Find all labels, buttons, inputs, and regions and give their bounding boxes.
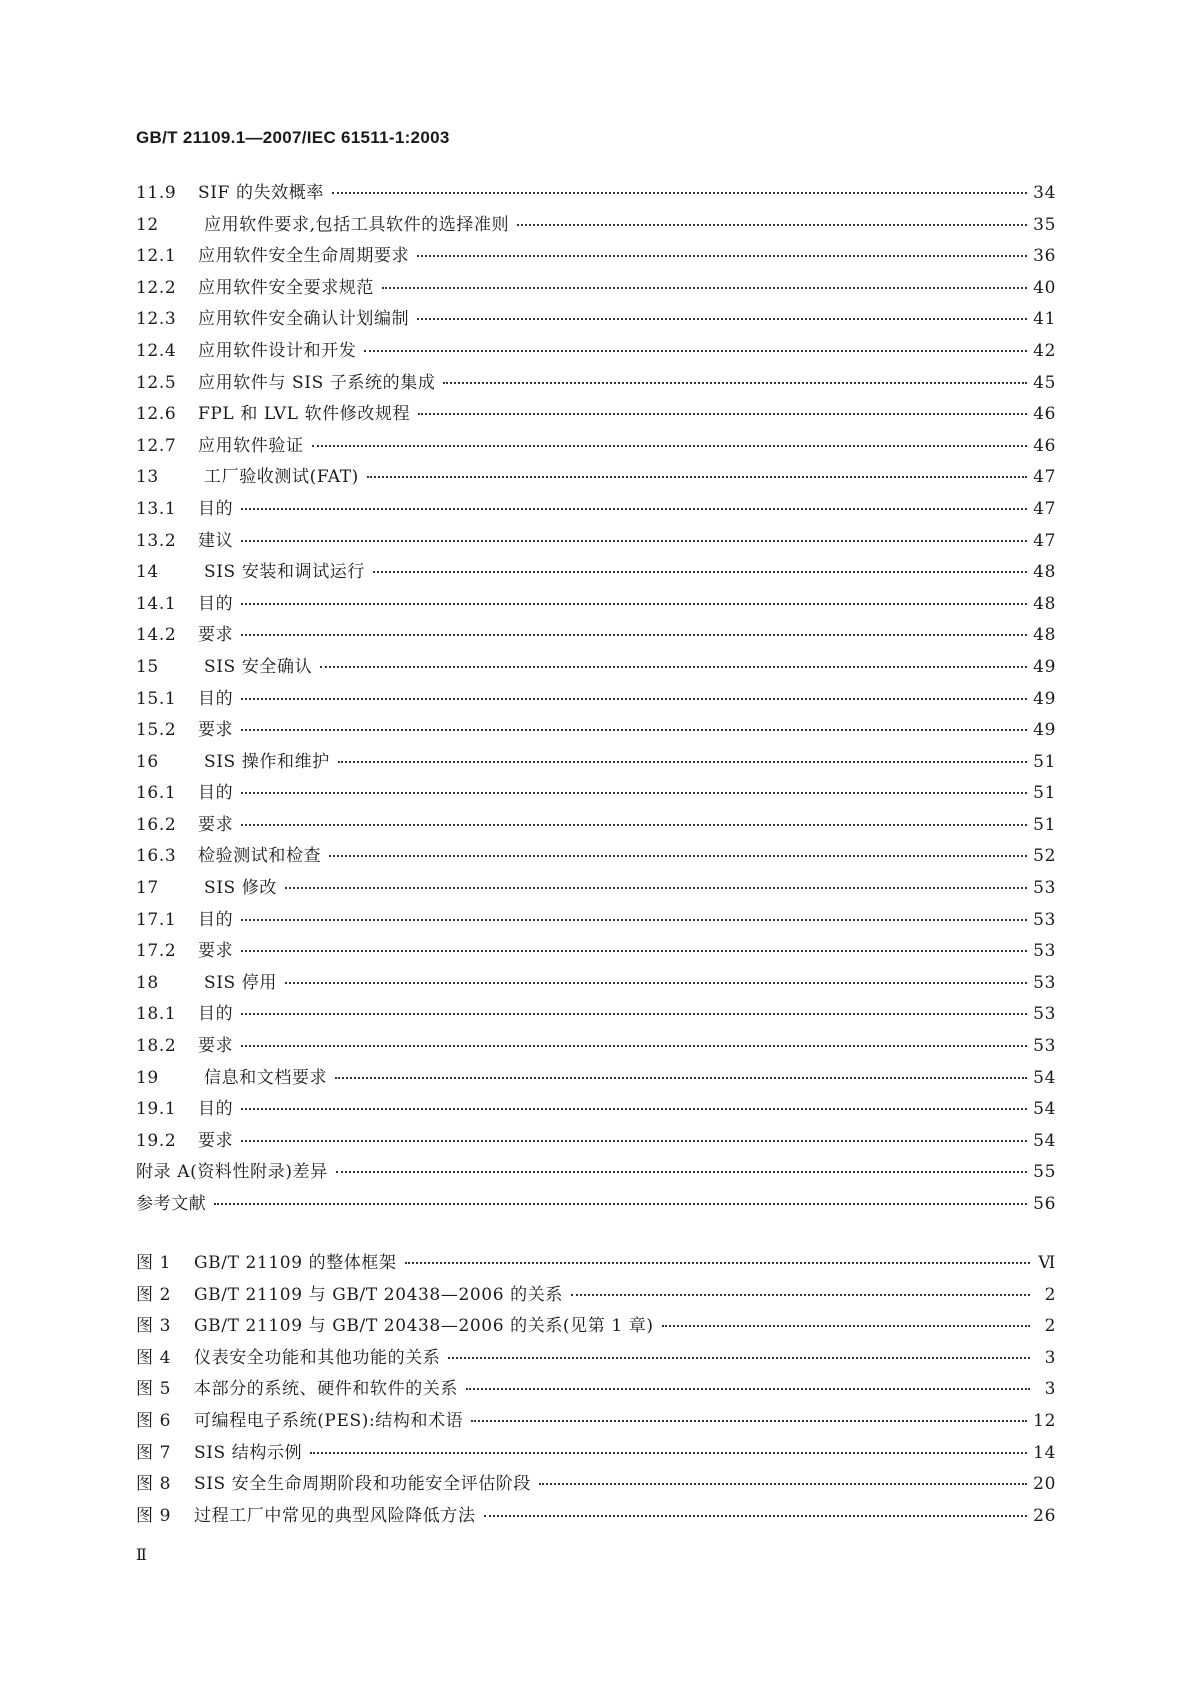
toc-entry <box>136 368 1056 400</box>
dot-leader <box>241 540 1027 542</box>
toc-title: 目的 <box>198 909 234 930</box>
toc-title: 应用软件验证 <box>198 435 304 456</box>
dot-leader <box>517 224 1027 226</box>
toc-number: 16.2 <box>136 814 177 835</box>
dot-leader <box>241 792 1027 794</box>
toc-title: 目的 <box>198 1004 234 1025</box>
toc-entry <box>136 620 1056 652</box>
page-ref: 45 <box>1033 372 1056 393</box>
toc-title: 建议 <box>198 530 234 551</box>
toc-title: 要求 <box>198 1036 234 1057</box>
toc-entry <box>136 778 1056 810</box>
toc-number: 15 <box>136 656 159 677</box>
figure-entry <box>136 1469 1056 1501</box>
page-ref: 35 <box>1033 214 1056 235</box>
dot-leader <box>405 1262 1030 1264</box>
toc-entry <box>136 1189 1056 1221</box>
page-number: Ⅱ <box>136 1545 147 1564</box>
toc-entry <box>136 241 1056 273</box>
toc-title: 要求 <box>198 720 234 741</box>
toc-entry <box>136 1157 1056 1189</box>
toc-number: 18.2 <box>136 1036 177 1057</box>
dot-leader <box>241 1013 1027 1015</box>
page-ref: 51 <box>1033 814 1056 835</box>
figure-number: 图 6 <box>136 1410 172 1431</box>
dot-leader <box>466 1388 1030 1390</box>
page-ref: 49 <box>1033 656 1056 677</box>
toc-number: 19 <box>136 1067 159 1088</box>
dot-leader <box>241 508 1027 510</box>
figure-title: SIS 结构示例 <box>194 1442 303 1463</box>
toc-title: 附录 A(资料性附录)差异 <box>136 1162 328 1183</box>
dot-leader <box>241 1108 1027 1110</box>
toc-title: 应用软件安全要求规范 <box>198 277 374 298</box>
figure-entry <box>136 1343 1056 1375</box>
toc-title: SIS 安全确认 <box>204 656 313 677</box>
toc-title: 目的 <box>198 1099 234 1120</box>
toc-title: 目的 <box>198 688 234 709</box>
toc-title: SIS 修改 <box>204 878 278 899</box>
toc-number: 12 <box>136 214 159 235</box>
toc-number: 18 <box>136 972 159 993</box>
toc-entry <box>136 178 1056 210</box>
toc-title: 检验测试和检查 <box>198 846 322 867</box>
toc-entry <box>136 1063 1056 1095</box>
dot-leader <box>417 318 1027 320</box>
page-ref: 40 <box>1033 277 1056 298</box>
toc-title: 要求 <box>198 1130 234 1151</box>
toc-number: 16 <box>136 751 159 772</box>
dot-leader <box>285 887 1027 889</box>
toc-entry <box>136 210 1056 242</box>
page-ref: 47 <box>1033 530 1056 551</box>
figure-number: 图 4 <box>136 1347 172 1368</box>
toc-number: 14 <box>136 562 159 583</box>
figure-number: 图 5 <box>136 1379 172 1400</box>
toc-title: SIS 停用 <box>204 972 278 993</box>
page-ref: 49 <box>1033 688 1056 709</box>
toc-entry <box>136 431 1056 463</box>
toc-title: SIF 的失效概率 <box>198 183 324 203</box>
dot-leader <box>418 413 1027 415</box>
figure-entry <box>136 1248 1056 1280</box>
toc-number: 13.2 <box>136 530 177 551</box>
dot-leader <box>241 634 1027 636</box>
dot-leader <box>320 666 1027 668</box>
toc-entry <box>136 526 1056 558</box>
page-ref: 53 <box>1033 1004 1056 1025</box>
toc-number: 12.2 <box>136 277 177 298</box>
toc-title: 要求 <box>198 941 234 962</box>
toc-title: SIS 安装和调试运行 <box>204 562 366 583</box>
toc-entry <box>136 968 1056 1000</box>
toc-title: 要求 <box>198 814 234 835</box>
dot-leader <box>448 1357 1030 1359</box>
toc-number: 18.1 <box>136 1004 177 1025</box>
dot-leader <box>443 382 1027 384</box>
toc-title: FPL 和 LVL 软件修改规程 <box>198 404 411 425</box>
toc-number: 13.1 <box>136 498 177 519</box>
dot-leader <box>241 603 1027 605</box>
toc-title: 应用软件安全生命周期要求 <box>198 246 410 267</box>
toc-number: 15.2 <box>136 720 177 741</box>
figure-title: 过程工厂中常见的典型风险降低方法 <box>194 1505 476 1526</box>
page-ref: 3 <box>1044 1347 1056 1368</box>
toc-entry <box>136 684 1056 716</box>
toc-title: 目的 <box>198 498 234 519</box>
toc-number: 12.5 <box>136 372 177 393</box>
toc-number: 11.9 <box>136 183 177 203</box>
page-ref: 46 <box>1033 435 1056 456</box>
dot-leader <box>364 350 1027 352</box>
page-ref: 12 <box>1033 1410 1056 1431</box>
dot-leader <box>417 255 1027 257</box>
toc-entry <box>136 747 1056 779</box>
toc-number: 17 <box>136 878 159 899</box>
toc-title: 应用软件安全确认计划编制 <box>198 309 410 330</box>
toc-number: 19.2 <box>136 1130 177 1151</box>
page-ref: 53 <box>1033 941 1056 962</box>
page-ref: 53 <box>1033 1036 1056 1057</box>
page-ref: 36 <box>1033 246 1056 267</box>
page-ref: 46 <box>1033 404 1056 425</box>
figure-entry <box>136 1501 1056 1533</box>
figure-entry <box>136 1406 1056 1438</box>
toc-title: 目的 <box>198 783 234 804</box>
page-ref: 48 <box>1033 625 1056 646</box>
page-ref: 20 <box>1033 1474 1056 1495</box>
toc-number: 12.4 <box>136 340 177 361</box>
dot-leader <box>329 855 1027 857</box>
figure-entry <box>136 1374 1056 1406</box>
toc-title: 工厂验收测试(FAT) <box>204 467 359 488</box>
page-ref: 26 <box>1033 1505 1056 1526</box>
page-ref: 2 <box>1044 1316 1056 1337</box>
page-ref: 54 <box>1033 1099 1056 1120</box>
toc-entry <box>136 336 1056 368</box>
toc-entry <box>136 810 1056 842</box>
dot-leader <box>382 287 1027 289</box>
page-ref: 51 <box>1033 751 1056 772</box>
dot-leader <box>241 1045 1027 1047</box>
toc-title: 参考文献 <box>136 1194 207 1214</box>
dot-leader <box>373 571 1027 573</box>
dot-leader <box>336 1171 1027 1173</box>
toc-number: 14.1 <box>136 593 177 614</box>
page-ref: 55 <box>1033 1162 1056 1183</box>
toc-entry <box>136 494 1056 526</box>
toc-number: 12.1 <box>136 246 177 267</box>
toc-entry <box>136 1094 1056 1126</box>
toc-title: 目的 <box>198 593 234 614</box>
dot-leader <box>332 192 1027 194</box>
toc-entry <box>136 715 1056 747</box>
figure-number: 图 8 <box>136 1474 172 1495</box>
page-ref: 3 <box>1044 1379 1056 1400</box>
figure-title: 仪表安全功能和其他功能的关系 <box>194 1347 441 1368</box>
figure-title: GB/T 21109 与 GB/T 20438—2006 的关系 <box>194 1284 563 1305</box>
dot-leader <box>662 1325 1030 1327</box>
toc-entry <box>136 936 1056 968</box>
figure-entry <box>136 1438 1056 1470</box>
dot-leader <box>571 1294 1030 1296</box>
page-ref: Ⅵ <box>1038 1253 1056 1273</box>
toc-number: 12.7 <box>136 435 177 456</box>
toc-number: 15.1 <box>136 688 177 709</box>
toc-entry <box>136 841 1056 873</box>
dot-leader <box>367 476 1027 478</box>
page-ref: 34 <box>1033 183 1056 203</box>
page-ref: 53 <box>1033 878 1056 899</box>
standard-header: GB/T 21109.1—2007/IEC 61511-1:2003 <box>136 128 450 147</box>
page-ref: 42 <box>1033 340 1056 361</box>
dot-leader <box>241 698 1027 700</box>
figure-entry <box>136 1280 1056 1312</box>
figure-title: 可编程电子系统(PES):结构和术语 <box>194 1410 464 1431</box>
toc-title: SIS 操作和维护 <box>204 751 330 772</box>
toc-title: 要求 <box>198 625 234 646</box>
toc-title: 应用软件设计和开发 <box>198 340 357 361</box>
toc-number: 17.2 <box>136 941 177 962</box>
page-ref: 48 <box>1033 593 1056 614</box>
toc-entry <box>136 304 1056 336</box>
toc-entry <box>136 399 1056 431</box>
dot-leader <box>310 1452 1027 1454</box>
dot-leader <box>285 982 1027 984</box>
toc-entry <box>136 1126 1056 1158</box>
toc-title: 应用软件与 SIS 子系统的集成 <box>198 372 436 393</box>
dot-leader <box>241 1140 1027 1142</box>
page-ref: 51 <box>1033 783 1056 804</box>
page-ref: 14 <box>1033 1442 1056 1463</box>
toc-list <box>136 178 1056 1221</box>
toc-title: 信息和文档要求 <box>204 1067 328 1088</box>
page-ref: 56 <box>1033 1194 1056 1214</box>
dot-leader <box>312 445 1028 447</box>
toc-entry <box>136 557 1056 589</box>
figure-number: 图 9 <box>136 1505 172 1526</box>
toc-number: 12.6 <box>136 404 177 425</box>
toc-entry <box>136 999 1056 1031</box>
toc-number: 16.1 <box>136 783 177 804</box>
page-ref: 48 <box>1033 562 1056 583</box>
toc-entry <box>136 873 1056 905</box>
dot-leader <box>335 1077 1027 1079</box>
toc-entry <box>136 1031 1056 1063</box>
toc-number: 16.3 <box>136 846 177 867</box>
dot-leader <box>471 1420 1027 1422</box>
page-ref: 53 <box>1033 972 1056 993</box>
toc-entry <box>136 652 1056 684</box>
dot-leader <box>241 824 1027 826</box>
dot-leader <box>338 761 1027 763</box>
toc-entry <box>136 905 1056 937</box>
figure-title: GB/T 21109 与 GB/T 20438—2006 的关系(见第 1 章) <box>194 1316 654 1337</box>
page-ref: 53 <box>1033 909 1056 930</box>
toc-entry <box>136 589 1056 621</box>
page-ref: 54 <box>1033 1067 1056 1088</box>
toc-title: 应用软件要求,包括工具软件的选择准则 <box>204 214 510 235</box>
dot-leader <box>241 729 1027 731</box>
page-ref: 47 <box>1033 467 1056 488</box>
toc-number: 17.1 <box>136 909 177 930</box>
dot-leader <box>241 919 1027 921</box>
toc-number: 14.2 <box>136 625 177 646</box>
toc-number: 13 <box>136 467 159 488</box>
figure-title: GB/T 21109 的整体框架 <box>194 1253 397 1273</box>
figure-number: 图 2 <box>136 1284 172 1305</box>
figure-entry <box>136 1311 1056 1343</box>
dot-leader <box>214 1203 1027 1205</box>
figure-list <box>136 1248 1056 1532</box>
figure-number: 图 1 <box>136 1253 172 1273</box>
toc-number: 19.1 <box>136 1099 177 1120</box>
figure-number: 图 7 <box>136 1442 172 1463</box>
page-ref: 2 <box>1044 1284 1056 1305</box>
toc-entry <box>136 462 1056 494</box>
page-ref: 54 <box>1033 1130 1056 1151</box>
page-ref: 41 <box>1033 309 1056 330</box>
dot-leader <box>241 950 1027 952</box>
figure-title: SIS 安全生命周期阶段和功能安全评估阶段 <box>194 1474 532 1495</box>
figure-title: 本部分的系统、硬件和软件的关系 <box>194 1379 458 1400</box>
dot-leader <box>484 1515 1028 1517</box>
toc-number: 12.3 <box>136 309 177 330</box>
page-ref: 47 <box>1033 498 1056 519</box>
page-ref: 49 <box>1033 720 1056 741</box>
figure-number: 图 3 <box>136 1316 172 1337</box>
page-ref: 52 <box>1033 846 1056 867</box>
toc-entry <box>136 273 1056 305</box>
dot-leader <box>539 1483 1027 1485</box>
